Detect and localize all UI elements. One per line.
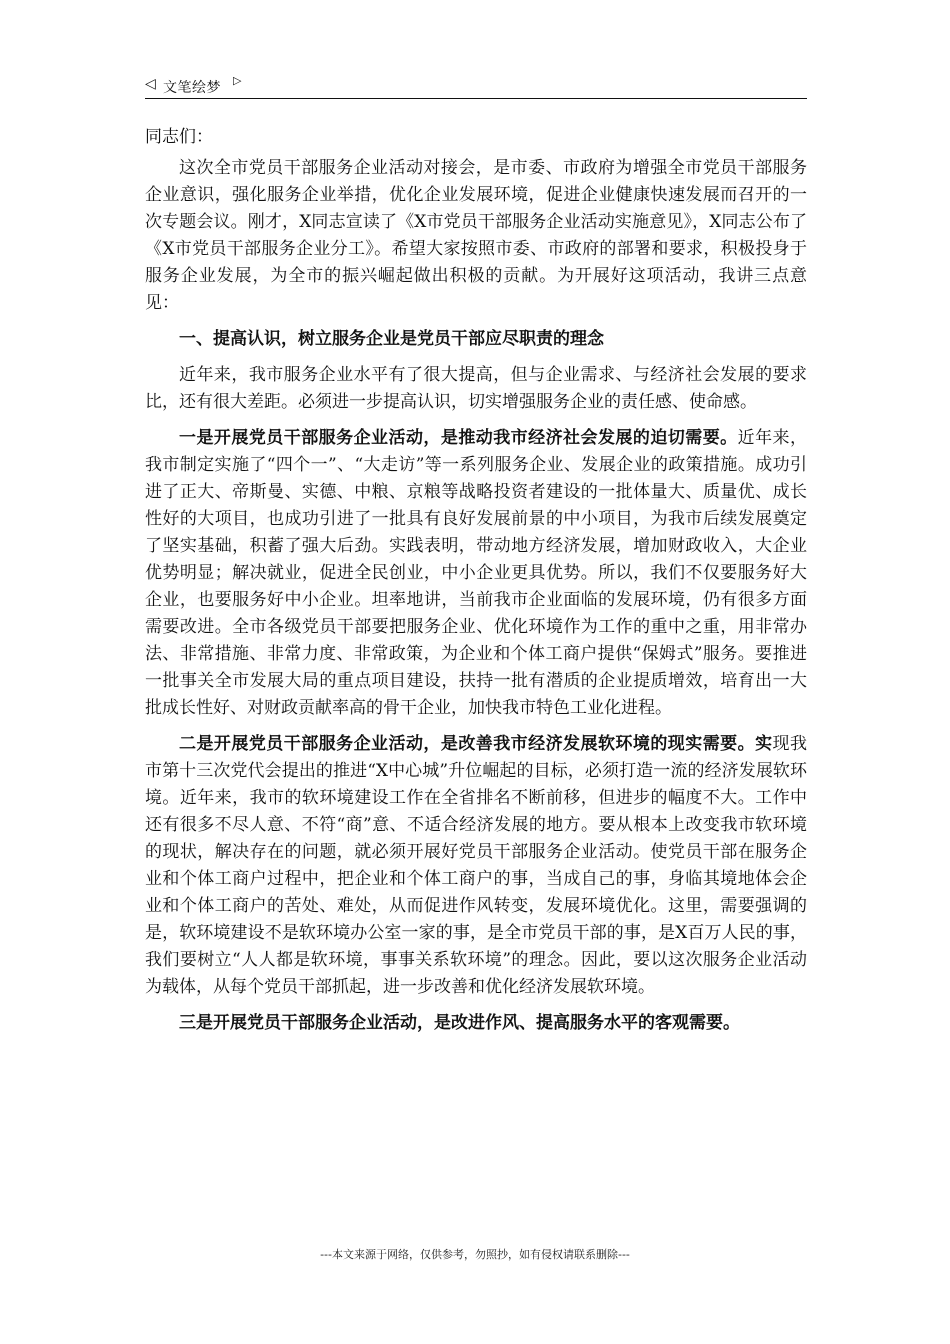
section1-paragraph: 近年来，我市服务企业水平有了很大提高，但与企业需求、与经济社会发展的要求比，还有很大差距。必须进一步提高认识，切实增强服务企业的责任感、使命感。: [145, 365, 807, 412]
point2-text: 现我市第十三次党代会提出的推进“X中心城”升位崛起的目标，必须打造一流的经济发展软环境。近年来，我市的软环境建设工作在全省排名不断前移，但进步的幅度不大。工作中还有很多不尽人意、不符“商”意、不适合经济发展的地方。要从根本上改变我市软环境的现状，解决存在的问题，就必须开展好党员干部服务企业活动。使党员干部在服务企业和个体工商户过程中，把企业和个体工商户的事，当成自己的事，身临其境地体会企业和个体工商户的苦处、难处，从而促进作风转变，发展环境优化。这里，需要强调的是，软环境建设不是软环境办公室一家的事，是全市党员干部的事，是X百万人民的事，我们要树立“人人都是软环境，事事关系软环境”的理念。因此，要以这次服务企业活动为载体，从每个党员干部抓起，进一步改善和优化经济发展软环境。: [145, 734, 808, 997]
point1-text: 近年来，我市制定实施了“四个一”、“大走访”等一系列服务企业、发展企业的政策措施。成功引进了正大、帝斯曼、实德、中粮、京粮等战略投资者建设的一批体量大、质量优、成长性好的大项目，也成功引进了一批具有良好发展前景的中小项目，为我市后续发展奠定了坚实基础，积蓄了强大后劲。实践表明，带动地方经济发展，增加财政收入，大企业优势明显；解决就业，促进全民创业，中小企业更具优势。所以，我们不仅要服务好大企业，也要服务好中小企业。坦率地讲，当前我市企业面临的发展环境，仍有很多方面需要改进。全市各级党员干部要把服务企业、优化环境作为工作的重中之重，用非常办法、非常措施、非常力度、非常政策，为企业和个体工商户提供“保姆式”服务。要推进一批事关全市发展大局的重点项目建设，扶持一批有潜质的企业提质增效，培育出一大批成长性好、对财政贡献率高的骨干企业，加快我市特色工业化进程。: [145, 428, 808, 718]
section1-heading: 一、提高认识，树立服务企业是党员干部应尽职责的理念: [179, 329, 604, 349]
triangle-left-icon: ◁: [145, 76, 156, 92]
point2-paragraph: [145, 731, 807, 1001]
header-title: 文笔绘梦: [163, 80, 221, 96]
point1-paragraph: [145, 425, 807, 722]
footer-disclaimer: ---本文来源于网络，仅供参考，勿照抄，如有侵权请联系删除---: [320, 1248, 630, 1261]
triangle-right-icon: ▷: [233, 74, 242, 87]
point3-paragraph: 三是开展党员干部服务企业活动，是改进作风、提高服务水平的客观需要。: [179, 1013, 740, 1033]
point1-bold-lead: 一是开展党员干部服务企业活动，是推动我市经济社会发展的迫切需要。: [179, 428, 738, 448]
document-body: [145, 124, 807, 1046]
salutation: 同志们：: [145, 127, 213, 147]
point2-bold-lead: 二是开展党员干部服务企业活动，是改善我市经济发展软环境的现实需要。实: [179, 734, 773, 754]
intro-paragraph: 这次全市党员干部服务企业活动对接会，是市委、市政府为增强全市党员干部服务企业意识，强化服务企业举措，优化企业发展环境，促进企业健康快速发展而召开的一次专题会议。刚才，X同志宣读了《X市党员干部服务企业活动实施意见》，X同志公布了《X市党员干部服务企业分工》。希望大家按照市委、市政府的部署和要求，积极投身于服务企业发展，为全市的振兴崛起做出积极的贡献。为开展好这项活动，我讲三点意见：: [145, 158, 807, 313]
page-header: [145, 72, 807, 99]
